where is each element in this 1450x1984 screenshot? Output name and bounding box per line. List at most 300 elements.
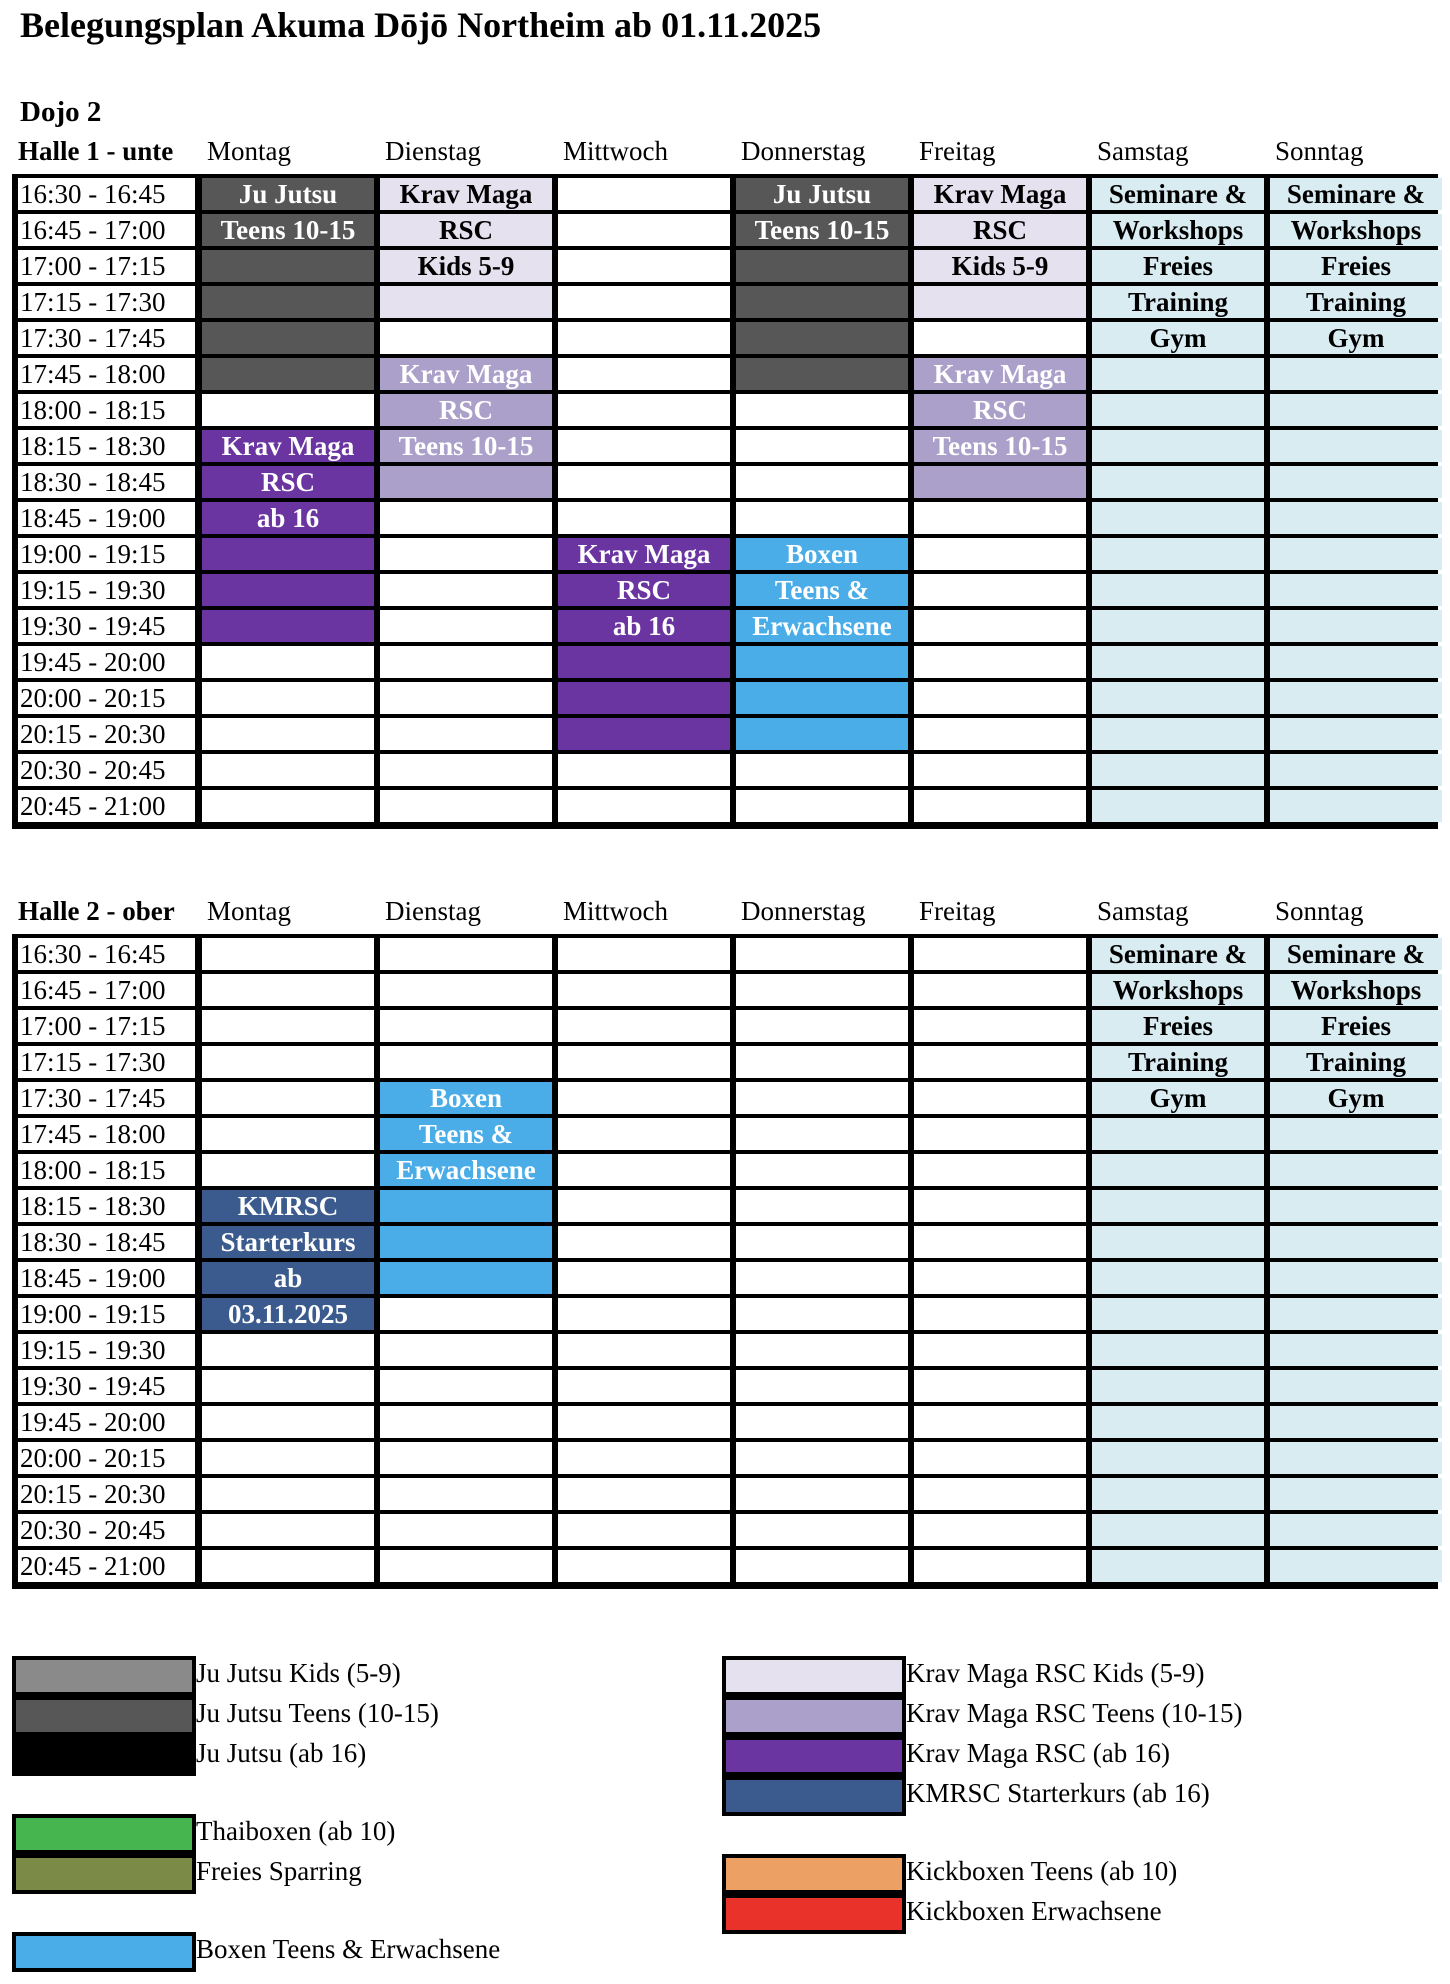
slot-cell [1092,682,1264,714]
slot-cell [380,1262,552,1294]
schedule-grid [12,934,1438,1589]
slot-cell [380,974,552,1006]
time-slot-label: 20:30 - 20:45 [18,754,195,786]
slot-cell [1270,538,1442,570]
slot-cell [736,1478,908,1510]
slot-cell [202,1550,374,1582]
time-slot-label: 16:30 - 16:45 [18,178,195,210]
session-cell: RSC [914,394,1086,426]
slot-cell [558,1334,730,1366]
time-slot-label: 19:45 - 20:00 [18,1406,195,1438]
slot-cell [558,502,730,534]
legend-swatch [722,1696,906,1736]
slot-cell [1270,1190,1442,1222]
slot-cell [558,974,730,1006]
slot-cell [1270,610,1442,642]
slot-cell [1092,790,1264,822]
session-cell: Teens 10-15 [380,430,552,462]
slot-cell [202,718,374,750]
slot-cell [1270,430,1442,462]
slot-cell [380,466,552,498]
slot-cell [380,646,552,678]
session-cell: Teens 10-15 [736,214,908,246]
slot-cell [736,1190,908,1222]
slot-cell [1092,1514,1264,1546]
legend-swatch [722,1736,906,1776]
slot-cell [914,574,1086,606]
slot-cell [380,1334,552,1366]
slot-cell [914,538,1086,570]
session-cell: Gym [1270,1082,1442,1114]
legend-swatch [722,1854,906,1894]
legend-label: Krav Maga RSC (ab 16) [906,1738,1170,1768]
day-header-samstag: Samstag [1097,136,1189,166]
slot-cell [1270,358,1442,390]
slot-cell [914,1190,1086,1222]
slot-cell [558,250,730,282]
slot-cell [1092,430,1264,462]
session-cell: Boxen [380,1082,552,1114]
legend-label: Kickboxen Teens (ab 10) [906,1856,1178,1886]
page-title: Belegungsplan Akuma Dōjō Northeim ab 01.11.2025 [20,5,822,45]
slot-cell [380,938,552,970]
slot-cell [202,938,374,970]
day-header-dienstag: Dienstag [385,136,481,166]
slot-cell [1092,1190,1264,1222]
slot-cell [380,754,552,786]
schedule-grid [12,174,1438,829]
slot-cell [736,1442,908,1474]
slot-cell [558,1442,730,1474]
slot-cell [914,1550,1086,1582]
session-cell: Boxen [736,538,908,570]
legend-swatch [12,1814,196,1854]
legend-label: Krav Maga RSC Kids (5-9) [906,1658,1205,1688]
hall-2-schedule [12,894,1438,1634]
slot-cell [736,974,908,1006]
day-header-samstag: Samstag [1097,896,1189,926]
slot-cell [202,538,374,570]
slot-cell [1270,1478,1442,1510]
slot-cell [736,286,908,318]
slot-cell [1270,1118,1442,1150]
slot-cell [914,322,1086,354]
session-cell: Krav Maga [380,178,552,210]
slot-cell [1270,1406,1442,1438]
day-header-mittwoch: Mittwoch [563,136,668,166]
slot-cell [202,790,374,822]
slot-cell [914,1514,1086,1546]
legend-label: Krav Maga RSC Teens (10-15) [906,1698,1243,1728]
slot-cell [380,322,552,354]
time-slot-label: 17:15 - 17:30 [18,1046,195,1078]
legend-label: Ju Jutsu Kids (5-9) [196,1658,401,1688]
session-cell: Gym [1092,322,1264,354]
time-slot-label: 17:45 - 18:00 [18,358,195,390]
session-cell: Seminare & [1270,178,1442,210]
slot-cell [380,1298,552,1330]
slot-cell [736,1226,908,1258]
slot-cell [202,610,374,642]
slot-cell [914,1226,1086,1258]
slot-cell [914,1046,1086,1078]
time-slot-label: 18:00 - 18:15 [18,394,195,426]
slot-cell [558,178,730,210]
slot-cell [202,358,374,390]
slot-cell [380,1550,552,1582]
session-cell: Teens & [736,574,908,606]
session-cell: Kids 5-9 [914,250,1086,282]
slot-cell [380,1514,552,1546]
legend-swatch [722,1656,906,1696]
slot-cell [1270,574,1442,606]
slot-cell [736,1046,908,1078]
slot-cell [736,1370,908,1402]
slot-cell [1092,1550,1264,1582]
slot-cell [736,790,908,822]
time-slot-label: 19:00 - 19:15 [18,1298,195,1330]
legend-label: Kickboxen Erwachsene [906,1896,1162,1926]
slot-cell [736,718,908,750]
slot-cell [736,430,908,462]
slot-cell [558,1406,730,1438]
slot-cell [1270,1154,1442,1186]
time-slot-label: 17:30 - 17:45 [18,322,195,354]
session-cell: Seminare & [1092,178,1264,210]
day-header-montag: Montag [207,136,291,166]
session-cell: Krav Maga [558,538,730,570]
slot-cell [736,1514,908,1546]
slot-cell [380,682,552,714]
session-cell: RSC [380,214,552,246]
slot-cell [558,1550,730,1582]
slot-cell [202,1514,374,1546]
time-slot-label: 19:15 - 19:30 [18,1334,195,1366]
slot-cell [914,1118,1086,1150]
slot-cell [558,286,730,318]
time-slot-label: 19:45 - 20:00 [18,646,195,678]
time-slot-label: 18:45 - 19:00 [18,1262,195,1294]
session-cell: Workshops [1270,974,1442,1006]
slot-cell [202,1442,374,1474]
slot-cell [736,1262,908,1294]
slot-cell [1092,538,1264,570]
legend-label: KMRSC Starterkurs (ab 16) [906,1778,1210,1808]
day-header-sonntag: Sonntag [1275,136,1364,166]
slot-cell [1092,1298,1264,1330]
slot-cell [914,1154,1086,1186]
slot-cell [558,1190,730,1222]
slot-cell [736,322,908,354]
slot-cell [202,250,374,282]
slot-cell [380,1478,552,1510]
session-cell: RSC [202,466,374,498]
day-header-sonntag: Sonntag [1275,896,1364,926]
time-slot-label: 17:45 - 18:00 [18,1118,195,1150]
slot-cell [1092,1154,1264,1186]
session-cell: Seminare & [1092,938,1264,970]
time-slot-label: 19:15 - 19:30 [18,574,195,606]
slot-cell [558,790,730,822]
slot-cell [914,974,1086,1006]
day-header-freitag: Freitag [919,136,996,166]
day-header-mittwoch: Mittwoch [563,896,668,926]
session-cell: Kids 5-9 [380,250,552,282]
slot-cell [380,574,552,606]
session-cell: Workshops [1092,214,1264,246]
slot-cell [914,1334,1086,1366]
slot-cell [1092,718,1264,750]
session-cell: Ju Jutsu [736,178,908,210]
slot-cell [914,646,1086,678]
slot-cell [202,1118,374,1150]
slot-cell [558,322,730,354]
slot-cell [914,1442,1086,1474]
slot-cell [558,938,730,970]
slot-cell [736,1010,908,1042]
time-slot-label: 17:00 - 17:15 [18,250,195,282]
session-cell: RSC [558,574,730,606]
slot-cell [380,790,552,822]
slot-cell [558,718,730,750]
slot-cell [1092,574,1264,606]
session-cell: 03.11.2025 [202,1298,374,1330]
slot-cell [202,286,374,318]
slot-cell [914,682,1086,714]
slot-cell [736,1406,908,1438]
slot-cell [1270,502,1442,534]
time-slot-label: 20:00 - 20:15 [18,1442,195,1474]
time-slot-label: 17:15 - 17:30 [18,286,195,318]
slot-cell [380,1046,552,1078]
hall-header [12,134,1438,174]
slot-cell [736,502,908,534]
slot-cell [736,358,908,390]
session-cell: Erwachsene [380,1154,552,1186]
time-slot-label: 16:30 - 16:45 [18,938,195,970]
hall-header [12,894,1438,934]
slot-cell [736,1334,908,1366]
legend-swatch [12,1656,196,1696]
slot-cell [1092,1118,1264,1150]
session-cell: Starterkurs [202,1226,374,1258]
slot-cell [914,1370,1086,1402]
session-cell: Erwachsene [736,610,908,642]
legend-label: Ju Jutsu (ab 16) [196,1738,367,1768]
time-slot-label: 20:15 - 20:30 [18,1478,195,1510]
slot-cell [1092,1262,1264,1294]
legend-label: Boxen Teens & Erwachsene [196,1934,501,1964]
slot-cell [1270,646,1442,678]
time-slot-label: 19:30 - 19:45 [18,610,195,642]
legend-swatch [722,1894,906,1934]
time-slot-label: 16:45 - 17:00 [18,974,195,1006]
slot-cell [380,1010,552,1042]
day-header-montag: Montag [207,896,291,926]
day-header-donnerstag: Donnerstag [741,896,866,926]
slot-cell [558,1010,730,1042]
session-cell: Freies [1092,1010,1264,1042]
slot-cell [202,1406,374,1438]
slot-cell [736,466,908,498]
slot-cell [1270,1514,1442,1546]
session-cell: Training [1092,1046,1264,1078]
slot-cell [914,1010,1086,1042]
time-slot-label: 20:00 - 20:15 [18,682,195,714]
slot-cell [1092,466,1264,498]
slot-cell [1270,1298,1442,1330]
legend-swatch [722,1776,906,1816]
slot-cell [1270,1442,1442,1474]
slot-cell [380,286,552,318]
day-header-freitag: Freitag [919,896,996,926]
legend-swatch [12,1736,196,1776]
session-cell: Gym [1270,322,1442,354]
legend-swatch [12,1696,196,1736]
slot-cell [202,1334,374,1366]
time-slot-label: 19:30 - 19:45 [18,1370,195,1402]
slot-cell [1092,754,1264,786]
time-slot-label: 18:15 - 18:30 [18,1190,195,1222]
slot-cell [558,1478,730,1510]
slot-cell [1270,790,1442,822]
slot-cell [202,1478,374,1510]
slot-cell [1270,754,1442,786]
slot-cell [1092,646,1264,678]
session-cell: Training [1270,286,1442,318]
slot-cell [1092,610,1264,642]
slot-cell [736,394,908,426]
slot-cell [558,1082,730,1114]
time-slot-label: 20:45 - 21:00 [18,1550,195,1582]
time-slot-label: 16:45 - 17:00 [18,214,195,246]
slot-cell [380,1442,552,1474]
slot-cell [380,538,552,570]
slot-cell [914,1478,1086,1510]
slot-cell [202,574,374,606]
slot-cell [914,286,1086,318]
slot-cell [380,1226,552,1258]
hall-label: Halle 1 - unte [18,136,174,166]
slot-cell [558,466,730,498]
slot-cell [558,1298,730,1330]
slot-cell [736,1550,908,1582]
slot-cell [914,1298,1086,1330]
session-cell: Teens 10-15 [202,214,374,246]
slot-cell [558,646,730,678]
slot-cell [558,214,730,246]
slot-cell [1092,1406,1264,1438]
time-slot-label: 18:00 - 18:15 [18,1154,195,1186]
session-cell: ab [202,1262,374,1294]
slot-cell [736,1082,908,1114]
slot-cell [202,974,374,1006]
slot-cell [736,646,908,678]
slot-cell [736,1118,908,1150]
session-cell: Teens 10-15 [914,430,1086,462]
slot-cell [380,1190,552,1222]
legend-label: Thaiboxen (ab 10) [196,1816,396,1846]
slot-cell [1270,1370,1442,1402]
slot-cell [1092,394,1264,426]
time-slot-label: 19:00 - 19:15 [18,538,195,570]
slot-cell [202,646,374,678]
slot-cell [558,1118,730,1150]
slot-cell [1270,1226,1442,1258]
slot-cell [202,394,374,426]
session-cell: Gym [1092,1082,1264,1114]
slot-cell [1092,1226,1264,1258]
slot-cell [1270,1334,1442,1366]
session-cell: ab 16 [558,610,730,642]
slot-cell [736,938,908,970]
slot-cell [558,1514,730,1546]
slot-cell [558,1046,730,1078]
slot-cell [736,754,908,786]
slot-cell [1092,1370,1264,1402]
time-slot-label: 18:30 - 18:45 [18,466,195,498]
slot-cell [558,682,730,714]
slot-cell [914,1082,1086,1114]
session-cell: KMRSC [202,1190,374,1222]
slot-cell [202,1046,374,1078]
slot-cell [380,1370,552,1402]
session-cell: Freies [1270,250,1442,282]
slot-cell [1092,1334,1264,1366]
slot-cell [558,1370,730,1402]
session-cell: Workshops [1092,974,1264,1006]
slot-cell [1270,466,1442,498]
slot-cell [558,1226,730,1258]
session-cell: Krav Maga [380,358,552,390]
slot-cell [736,1154,908,1186]
time-slot-label: 18:30 - 18:45 [18,1226,195,1258]
legend-swatch [12,1854,196,1894]
slot-cell [1270,682,1442,714]
slot-cell [1092,358,1264,390]
slot-cell [1092,1442,1264,1474]
session-cell: Training [1092,286,1264,318]
slot-cell [380,610,552,642]
dojo-heading: Dojo 2 [20,96,102,128]
slot-cell [558,394,730,426]
hall-1-schedule [12,134,1438,874]
slot-cell [914,466,1086,498]
session-cell: Training [1270,1046,1442,1078]
session-cell: Krav Maga [914,178,1086,210]
slot-cell [914,790,1086,822]
slot-cell [202,1082,374,1114]
slot-cell [558,754,730,786]
slot-cell [736,682,908,714]
slot-cell [202,1154,374,1186]
legend-label: Freies Sparring [196,1856,362,1886]
time-slot-label: 18:45 - 19:00 [18,502,195,534]
time-slot-label: 18:15 - 18:30 [18,430,195,462]
slot-cell [1270,394,1442,426]
session-cell: RSC [914,214,1086,246]
session-cell: RSC [380,394,552,426]
session-cell: ab 16 [202,502,374,534]
time-slot-label: 20:15 - 20:30 [18,718,195,750]
slot-cell [558,430,730,462]
session-cell: Workshops [1270,214,1442,246]
legend-label: Ju Jutsu Teens (10-15) [196,1698,439,1728]
slot-cell [558,1154,730,1186]
day-header-dienstag: Dienstag [385,896,481,926]
slot-cell [914,718,1086,750]
slot-cell [914,938,1086,970]
